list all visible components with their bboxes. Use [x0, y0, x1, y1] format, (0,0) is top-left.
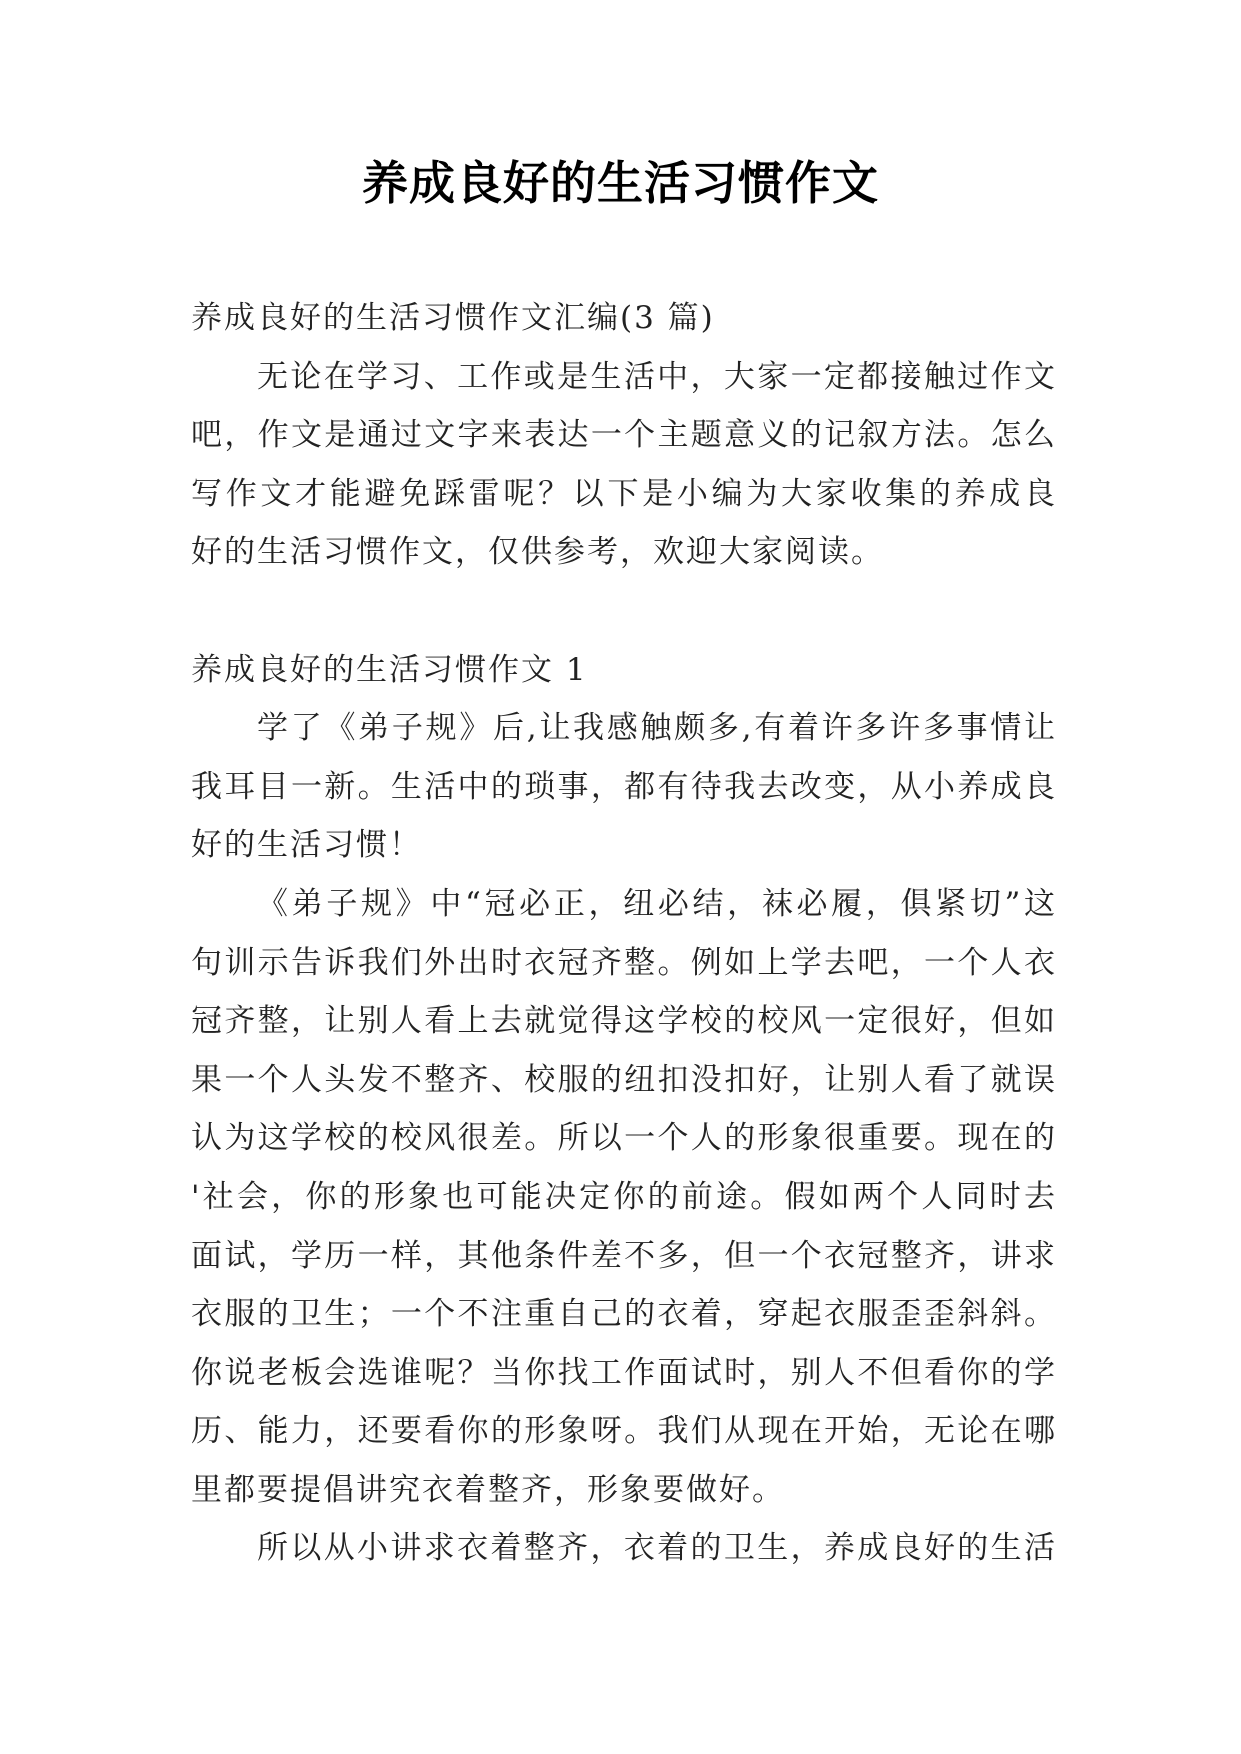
text-line: 面试，学历一样，其他条件差不多，但一个衣冠整齐，讲求: [191, 1237, 1057, 1274]
text-line: 历、能力，还要看你的形象呀。我们从现在开始，无论在哪: [191, 1413, 1057, 1450]
text-line: 好的生活习惯！: [191, 827, 422, 864]
document-title: 养成良好的生活习惯作文: [362, 156, 879, 210]
text-line: 学了《弟子规》后,让我感触颇多,有着许多许多事情让: [257, 710, 1057, 747]
text-line: 冠齐整，让别人看上去就觉得这学校的校风一定很好，但如: [191, 1003, 1057, 1040]
text-line: 我耳目一新。生活中的琐事，都有待我去改变，从小养成良: [191, 768, 1057, 805]
text-line: '社会，你的形象也可能决定你的前途。假如两个人同时去: [191, 1178, 1057, 1215]
text-line: 衣服的卫生；一个不注重自己的衣着，穿起衣服歪歪斜斜。: [191, 1296, 1057, 1333]
essay-heading: 养成良好的生活习惯作文 1: [191, 651, 588, 688]
essay-paragraph: [191, 699, 1057, 875]
text-line: 果一个人头发不整齐、校服的纽扣没扣好，让别人看了就误: [191, 1061, 1057, 1098]
essay-paragraph: [191, 1519, 1057, 1578]
essay-paragraph: [191, 875, 1057, 1520]
text-line: 里都要提倡讲究衣着整齐，形象要做好。: [191, 1471, 785, 1508]
essay-1: [191, 641, 1057, 1579]
text-line: 吧，作文是通过文字来表达一个主题意义的记叙方法。怎么: [191, 417, 1057, 454]
text-line: 写作文才能避免踩雷呢？以下是小编为大家收集的养成良: [191, 475, 1057, 512]
intro-paragraph: [191, 348, 1057, 582]
text-line: 《弟子规》中“冠必正，纽必结，袜必履，俱紧切”这: [257, 885, 1057, 922]
text-line: 无论在学习、工作或是生活中，大家一定都接触过作文: [257, 358, 1057, 395]
text-line: 好的生活习惯作文，仅供参考，欢迎大家阅读。: [191, 534, 884, 571]
document-body: [191, 289, 1057, 1578]
text-line: 你说老板会选谁呢？当你找工作面试时，别人不但看你的学: [191, 1354, 1057, 1391]
text-line: 所以从小讲求衣着整齐，衣着的卫生，养成良好的生活: [257, 1530, 1057, 1567]
text-line: 句训示告诉我们外出时衣冠齐整。例如上学去吧，一个人衣: [191, 944, 1057, 981]
collection-title: 养成良好的生活习惯作文汇编(3 篇): [191, 300, 715, 336]
text-line: 认为这学校的校风很差。所以一个人的形象很重要。现在的: [191, 1120, 1057, 1157]
